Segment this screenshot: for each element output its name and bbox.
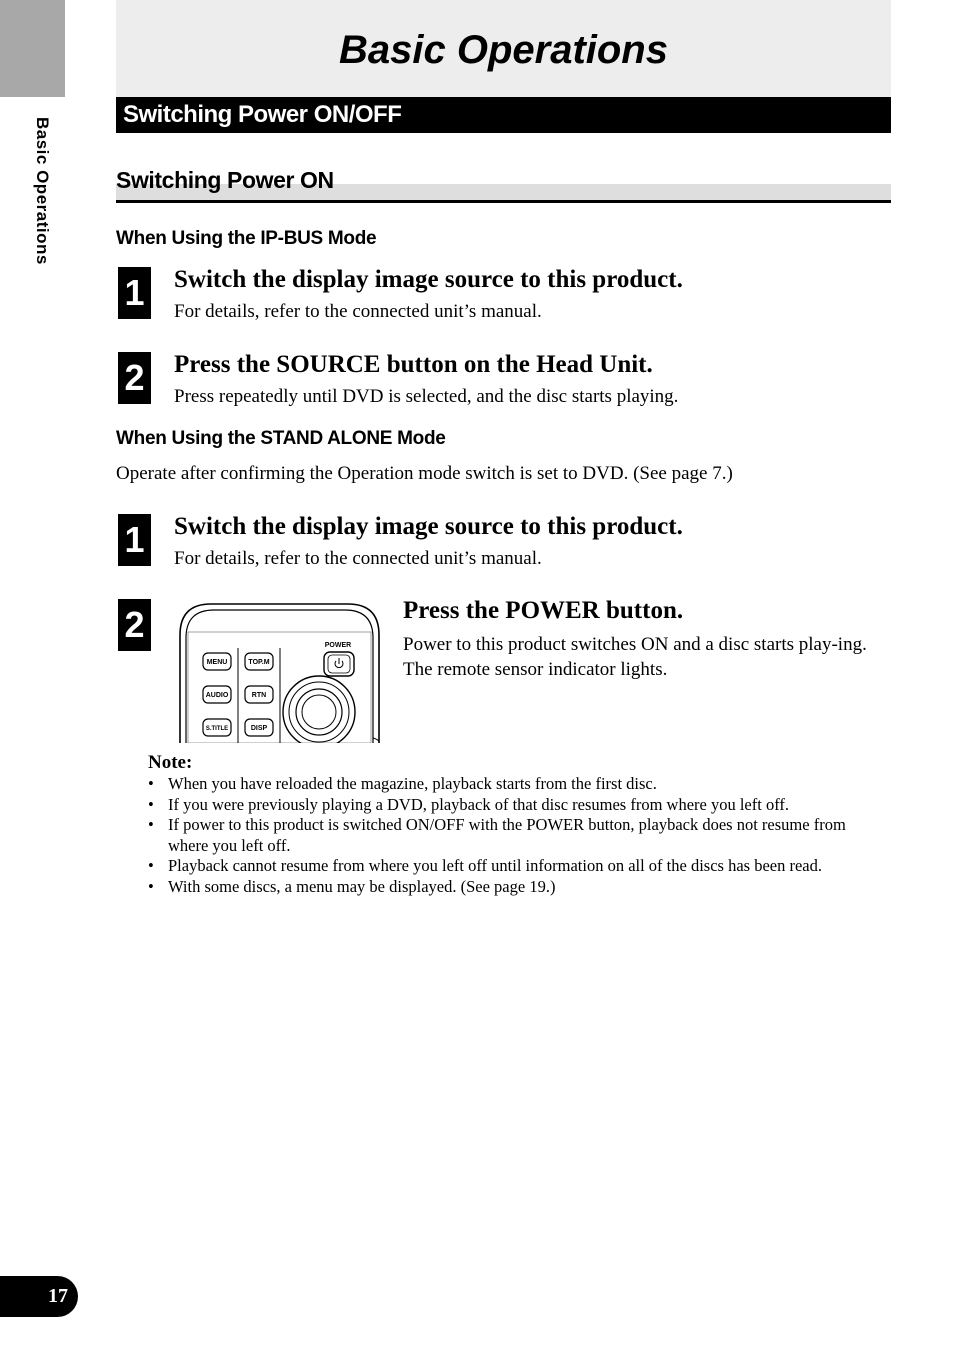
joystick-dial (283, 676, 355, 743)
step-body: Power to this product switches ON and a disc starts play-ing. The remote sensor indicator lights. (403, 634, 867, 680)
return-button-label: RTN (251, 692, 267, 699)
step-heading: Switch the display image source to this product. (174, 266, 683, 293)
stand-alone-heading: When Using the STAND ALONE Mode (116, 428, 446, 449)
step-number-badge: 2 (118, 599, 151, 651)
bullet-icon: • (148, 815, 154, 834)
bullet-icon: • (148, 794, 154, 814)
side-chapter-label: Basic Operations (33, 117, 52, 265)
step-heading: Switch the display image source to this product. (174, 513, 683, 540)
step-number-badge: 1 (118, 514, 151, 566)
step-heading: Press the POWER button. (403, 597, 684, 624)
audio-button-label: AUDIO (205, 692, 229, 699)
step-heading: Press the SOURCE button on the Head Unit. (174, 351, 653, 378)
step-number-badge: 2 (118, 352, 151, 404)
subsection-rule (116, 200, 891, 203)
note-list (148, 774, 868, 897)
display-button-label: DISP (250, 725, 268, 732)
side-tab (0, 0, 65, 97)
stand-alone-intro: Operate after confirming the Operation mode switch is set to DVD. (See page 7.) (116, 463, 733, 484)
ip-bus-heading: When Using the IP-BUS Mode (116, 228, 377, 249)
note-item: • If you were previously playing a DVD, playback of that disc resumes from where you left off. (148, 794, 790, 814)
note-block (148, 752, 868, 897)
step-body: For details, refer to the connected unit’s manual. (174, 301, 542, 322)
subsection-title: Switching Power ON (116, 167, 334, 193)
note-item: • With some discs, a menu may be displayed. (See page 19.) (148, 876, 556, 896)
bullet-icon: • (148, 876, 154, 896)
note-item: • If power to this product is switched ON/OFF with the POWER button, playback does not resume from where you left off. (148, 815, 846, 855)
page-number: 17 (0, 1276, 78, 1317)
step-body: For details, refer to the connected unit’s manual. (174, 548, 542, 569)
subtitle-button-label: S.TITLE (205, 726, 229, 732)
step-body: Press repeatedly until DVD is selected, and the disc starts playing. (174, 386, 679, 407)
top-menu-button-label: TOP.M (248, 659, 270, 666)
note-title: Note: (148, 752, 193, 773)
bullet-icon: • (148, 774, 154, 793)
power-label: POWER (324, 642, 352, 649)
remote-control-illustration (176, 600, 386, 743)
page-title: Basic Operations (338, 28, 668, 72)
step-number-badge: 1 (118, 267, 151, 319)
note-item: • When you have reloaded the magazine, playback starts from the first disc. (148, 774, 657, 793)
menu-button-label: MENU (206, 659, 228, 666)
note-item: • Playback cannot resume from where you left off until information on all of the discs has been read. (148, 856, 822, 875)
bullet-icon: • (148, 856, 154, 875)
section-title: Switching Power ON/OFF (116, 97, 891, 133)
